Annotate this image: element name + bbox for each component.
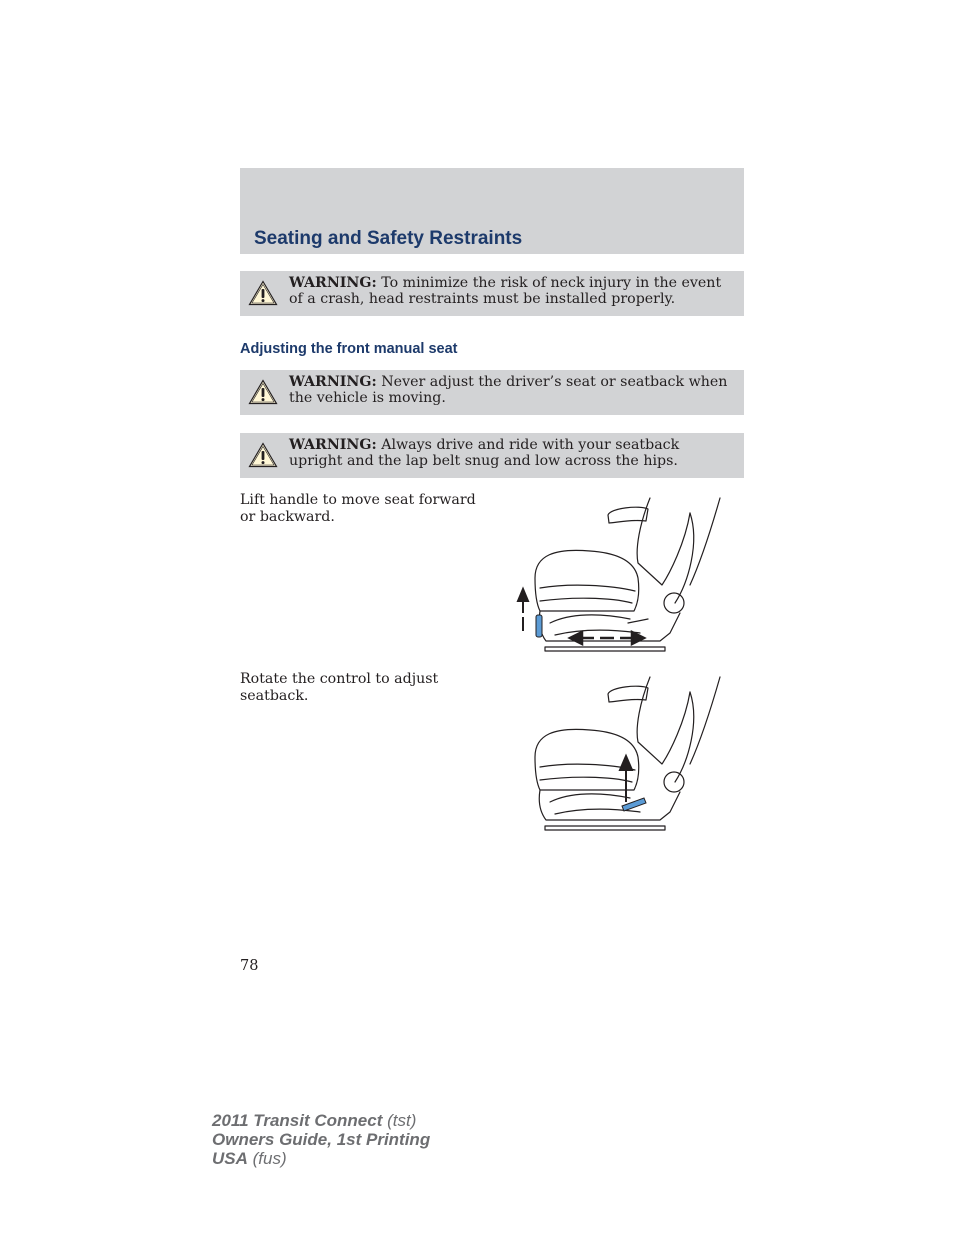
- warning-box-seatback-upright: [240, 433, 744, 478]
- lift-arrow-icon: [518, 589, 528, 631]
- warning-text: WARNING: To minimize the risk of neck injury in the event of a crash, head restraints must be installed properly.: [289, 275, 722, 307]
- warning-box-moving-vehicle: [240, 370, 744, 415]
- footer-print-info: [212, 1111, 430, 1168]
- seatback-recline-illustration: [510, 672, 730, 834]
- instruction-seatback: Rotate the control to adjust seatback.: [240, 671, 439, 704]
- warning-text: WARNING: Never adjust the driver’s seat or seatback when the vehicle is moving.: [289, 374, 728, 406]
- page-number: 78: [240, 958, 259, 974]
- instruction-seat-slide: Lift handle to move seat forward or backward.: [240, 492, 476, 525]
- recline-arrow-icon: [620, 756, 632, 802]
- section-heading: Adjusting the front manual seat: [240, 341, 458, 357]
- forward-backward-arrow-icon: [570, 632, 644, 644]
- footer-line-1: 2011 Transit Connect (tst): [212, 1111, 417, 1130]
- warning-triangle-icon: [248, 442, 278, 468]
- footer-line-3: USA (fus): [212, 1149, 287, 1168]
- seat-lever-highlight: [536, 615, 542, 637]
- warning-triangle-icon: [248, 379, 278, 405]
- page-title: Seating and Safety Restraints: [254, 228, 523, 249]
- warning-triangle-icon: [248, 280, 278, 306]
- seat-slide-illustration: [510, 493, 730, 655]
- footer-line-2: Owners Guide, 1st Printing: [212, 1130, 431, 1149]
- warning-text: WARNING: Always drive and ride with your seatback upright and the lap belt snug and low across the hips.: [289, 437, 680, 469]
- warning-box-neck-injury: [240, 271, 744, 316]
- section-header-band: [240, 168, 744, 254]
